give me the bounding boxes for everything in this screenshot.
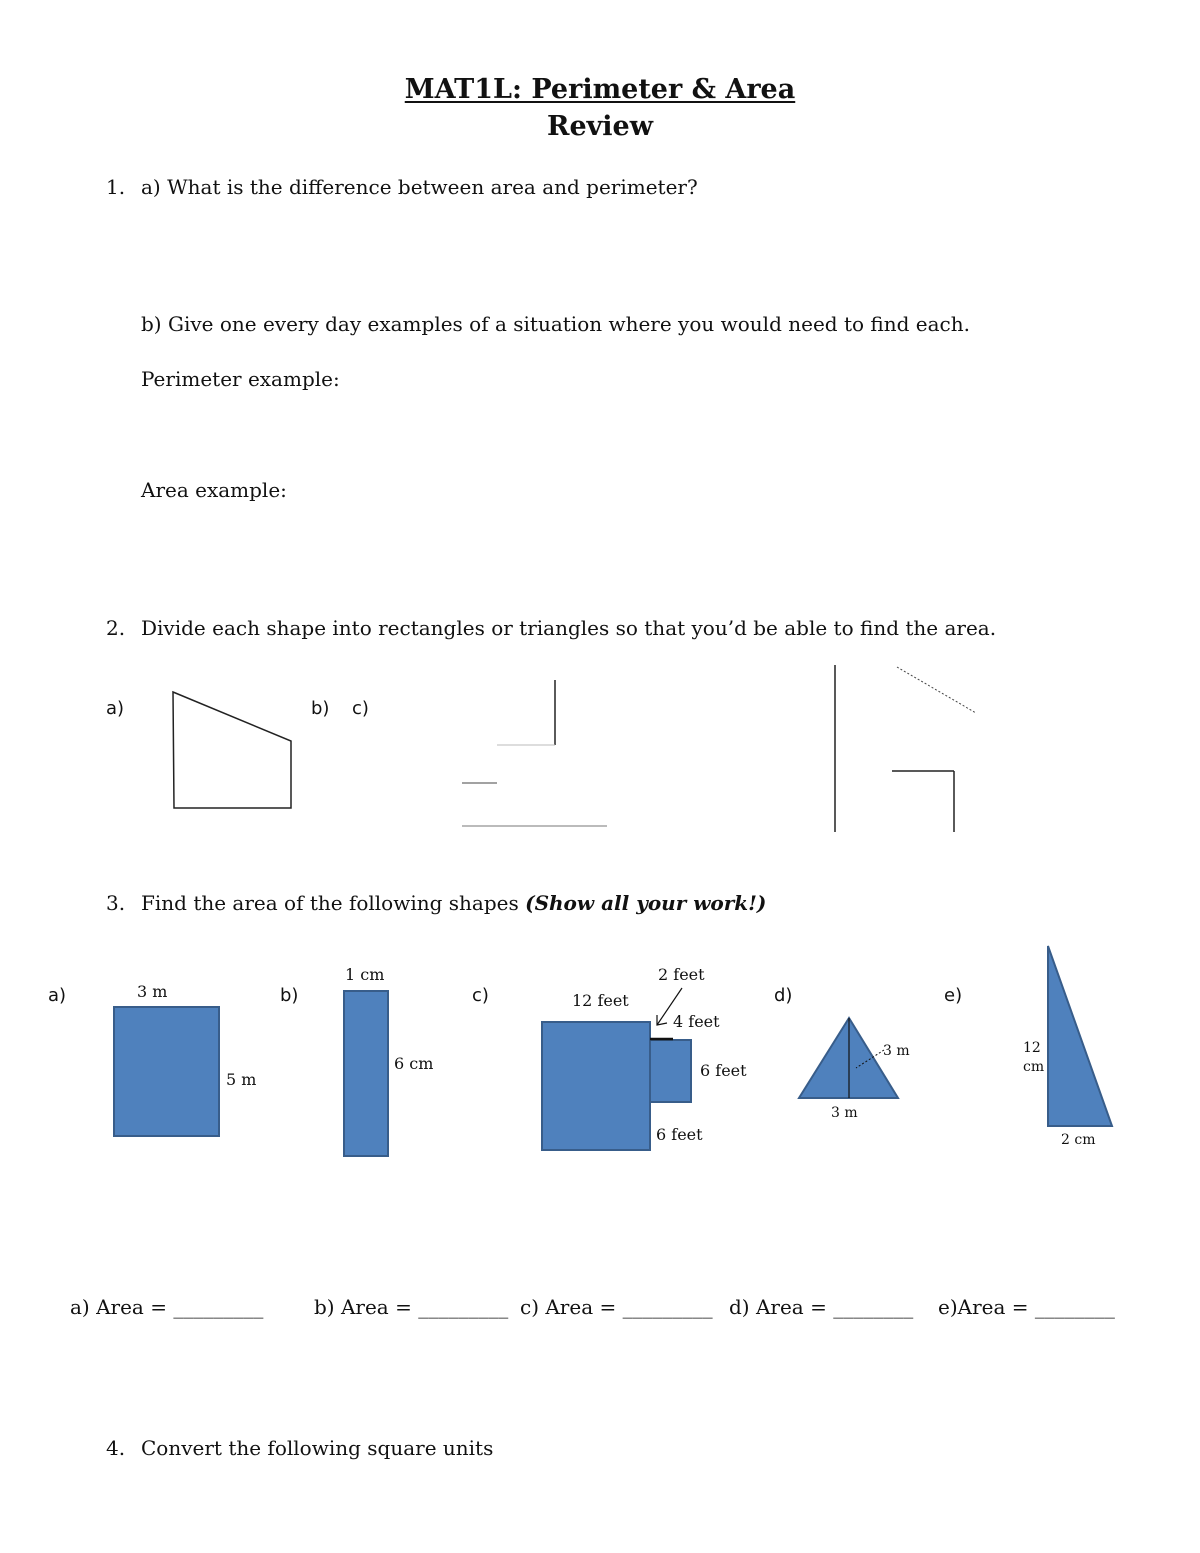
shape-e-height-label-2: cm — [1023, 1059, 1045, 1075]
shape-a-top-label: 3 m — [137, 982, 168, 1001]
answer-a[interactable]: a) Area = _________ — [70, 1295, 264, 1319]
q3-label-d: d) — [774, 985, 793, 1006]
q3-number: 3. — [106, 891, 126, 915]
q2-text: Divide each shape into rectangles or triangles so that you’d be able to find the area. — [141, 616, 997, 640]
q2-label-b: b) — [311, 698, 330, 719]
q4-text: Convert the following square units — [141, 1436, 494, 1460]
shape-b-side-label: 6 cm — [394, 1054, 434, 1073]
area-example-label: Area example: — [141, 478, 287, 502]
shape-e-height-label-1: 12 — [1023, 1040, 1041, 1056]
shape-a-side-label: 5 m — [226, 1070, 257, 1089]
q3-text: Find the area of the following shapes (Show all your work!) — [141, 891, 767, 915]
shape-d-height-label: 3 m — [883, 1043, 910, 1059]
q1-number: 1. — [106, 175, 126, 199]
q3-emphasis: (Show all your work!) — [525, 891, 767, 915]
shape-c-top-left-label: 12 feet — [572, 991, 629, 1010]
answer-e[interactable]: e)Area = ________ — [938, 1295, 1115, 1319]
answer-c[interactable]: c) Area = _________ — [520, 1295, 713, 1319]
shape-c-bottom-label: 6 feet — [656, 1125, 703, 1144]
q4-number: 4. — [106, 1436, 126, 1460]
q3-label-c: c) — [472, 985, 489, 1006]
q2-label-c: c) — [352, 698, 369, 719]
worksheet-subtitle: Review — [547, 111, 653, 142]
shape-c-notch-label: 4 feet — [673, 1012, 720, 1031]
worksheet-title: MAT1L: Perimeter & Area — [404, 74, 796, 105]
q3-label-b: b) — [280, 985, 299, 1006]
shape-c-arrow — [657, 988, 682, 1025]
shape-d-base-label: 3 m — [831, 1105, 858, 1121]
shape-c-small-side-label: 6 feet — [700, 1061, 747, 1080]
shape-b-top-label: 1 cm — [345, 965, 385, 984]
q3-label-e: e) — [944, 985, 963, 1006]
shape-c-top-right-label: 2 feet — [658, 965, 705, 984]
shape-e-triangle — [1048, 946, 1112, 1126]
shape-e-base-label: 2 cm — [1061, 1132, 1096, 1148]
q1-part-a: a) What is the difference between area and perimeter? — [141, 175, 698, 199]
answer-b[interactable]: b) Area = _________ — [314, 1295, 509, 1319]
answer-d[interactable]: d) Area = ________ — [729, 1295, 914, 1319]
perimeter-example-label: Perimeter example: — [141, 367, 340, 391]
q2-number: 2. — [106, 616, 126, 640]
q1-part-b: b) Give one every day examples of a situation where you would need to find each. — [141, 312, 970, 336]
q2-label-a: a) — [106, 698, 125, 719]
q3-label-a: a) — [48, 985, 67, 1006]
